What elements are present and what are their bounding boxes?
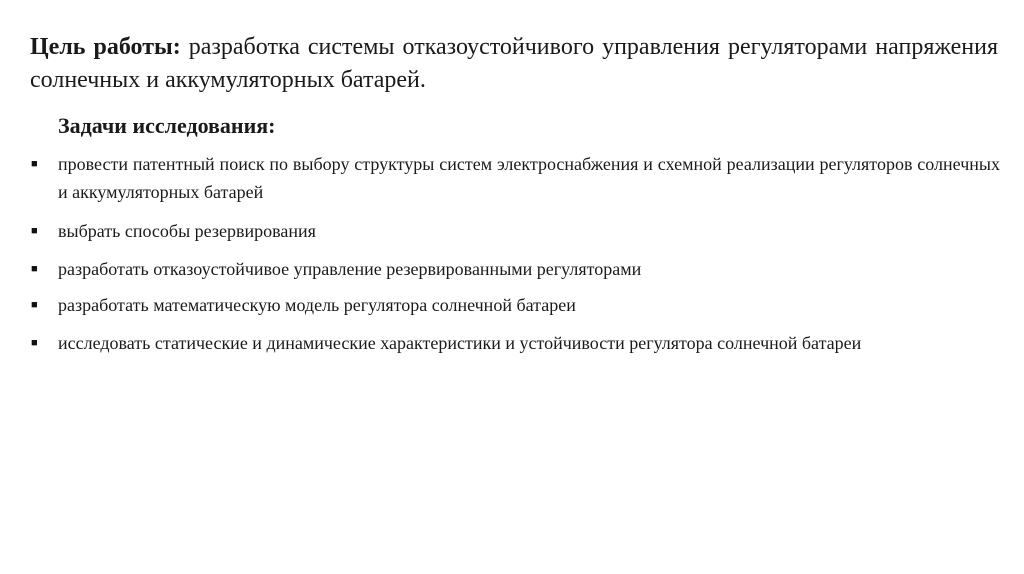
square-bullet-icon: ■ (31, 263, 38, 275)
square-bullet-icon: ■ (31, 299, 38, 311)
list-item (31, 217, 1000, 245)
task-text: провести патентный поиск по выбору структуры систем электроснабжения и схемной реализации регуляторов солнечных и аккумуляторных батарей (58, 154, 1000, 202)
goal-text: разработка системы отказоустойчивого управления регуляторами напряжения солнечных и аккумуляторных батарей. (30, 34, 999, 93)
list-item (31, 150, 1000, 206)
square-bullet-icon: ■ (31, 337, 38, 349)
list-item (31, 291, 1000, 319)
list-item (31, 329, 1000, 357)
square-bullet-icon: ■ (31, 158, 38, 170)
list-item (31, 255, 1000, 283)
square-bullet-icon: ■ (31, 225, 38, 237)
task-text: исследовать статические и динамические характеристики и устойчивости регулятора солнечной батареи (58, 333, 862, 353)
task-text: разработать математическую модель регулятора солнечной батареи (58, 295, 576, 315)
goal-label: Цель работы: (30, 34, 181, 60)
task-text: выбрать способы резервирования (58, 221, 316, 241)
tasks-heading: Задачи исследования: (58, 113, 276, 138)
task-text: разработать отказоустойчивое управление резервированными регуляторами (58, 259, 642, 279)
